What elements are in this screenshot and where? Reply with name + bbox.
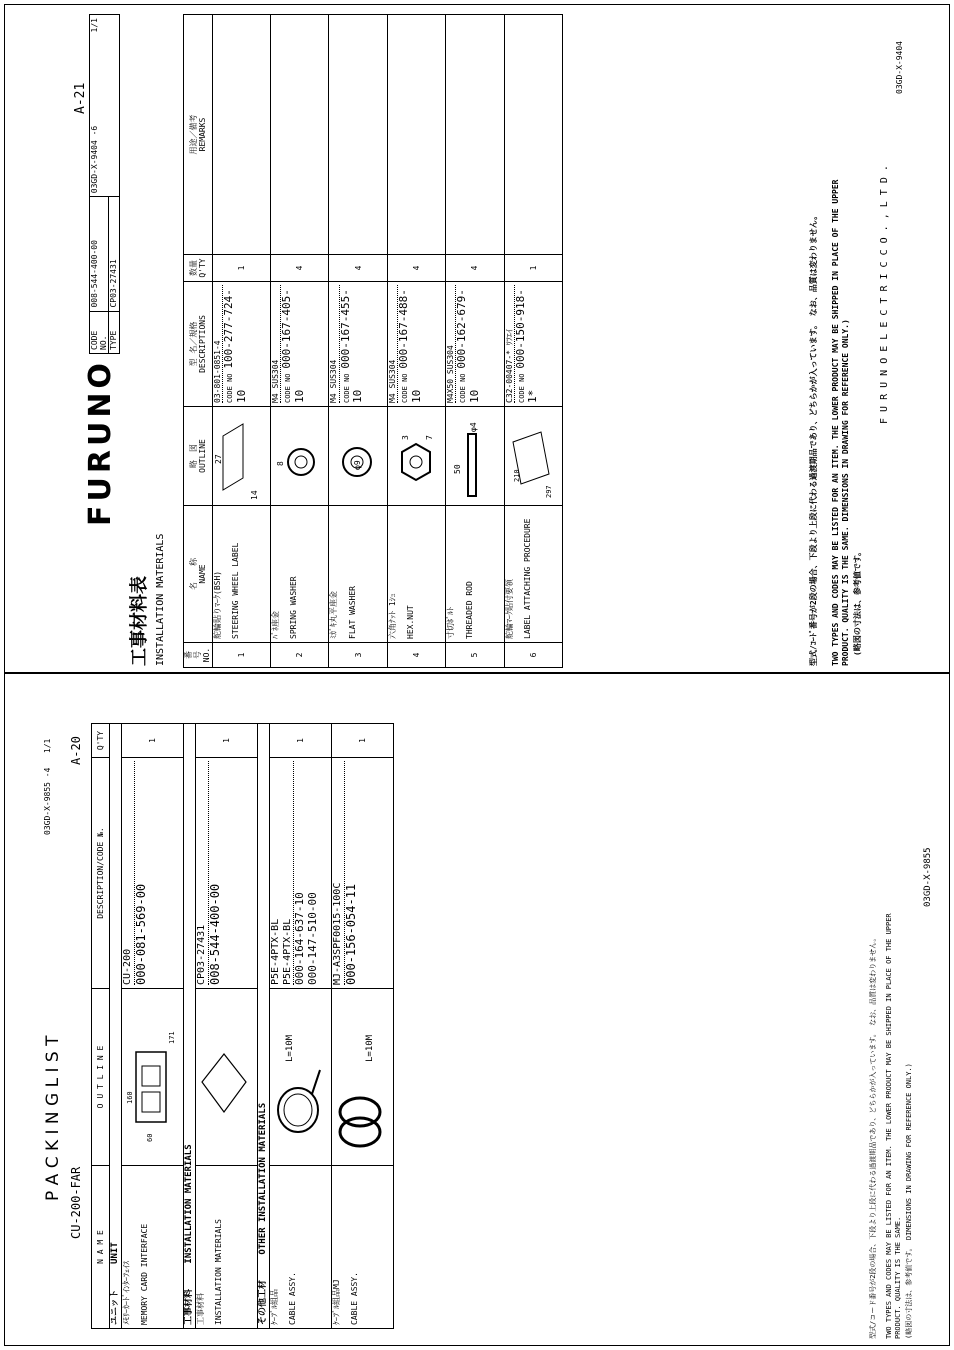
row-desc: MJ-A3SPF0015-100C — [332, 761, 345, 985]
hdr-desc-en: DESCRIPTIONS — [197, 315, 207, 373]
row-qty: 1 — [212, 255, 270, 282]
model-name: CU-200-FAR — [69, 1166, 83, 1239]
svg-text:50: 50 — [453, 464, 463, 474]
row-code: 000-081-569-00 — [133, 883, 148, 985]
table-row — [446, 15, 504, 668]
svg-text:φ4: φ4 — [469, 422, 479, 432]
outline-hex-nut-drawing — [387, 407, 445, 506]
row-name-en: INSTALLATION MATERIALS — [214, 1219, 224, 1325]
row-code: 000-164-637-10 — [293, 892, 306, 985]
row-name-en: THREADED ROD — [464, 581, 474, 639]
hdr-outline: O U T L I N E — [92, 989, 110, 1166]
row-no: 1 — [212, 643, 270, 668]
row-name-en: FLAT WASHER — [347, 586, 357, 639]
row-desc: M4 SUS304 — [271, 285, 281, 403]
row-name-jp: ｹｰﾌﾞﾙ組品MJ — [332, 1279, 341, 1325]
row-name-en: SPRING WASHER — [289, 576, 299, 639]
doc-code: 03GD-X-9404 -6 — [90, 125, 99, 194]
packing-title: P A C K I N G L I S T — [43, 1035, 63, 1201]
title-en: INSTALLATION MATERIALS — [155, 533, 166, 666]
furuno-logo: FURUNO — [83, 359, 118, 526]
svg-text:160: 160 — [126, 1091, 134, 1104]
row-code: 008-544-400-00 — [207, 883, 222, 985]
svg-text:3: 3 — [400, 435, 410, 440]
row-name-en: CABLE ASSY. — [350, 1272, 360, 1325]
code-label: CODE NO — [517, 373, 526, 403]
svg-text:171: 171 — [168, 1031, 176, 1044]
hdr-name: N A M E — [92, 1166, 110, 1329]
hdr-qty-en: Q'TY — [197, 258, 207, 278]
note-en-1: TWO TYPES AND CODES MAY BE LISTED FOR AN ITEM. THE LOWER PRODUCT MAY BE SHIPPED IN PLACE OF THE UPPER — [831, 179, 840, 666]
sheet-number: 1/1 — [90, 18, 99, 33]
row-name-jp: 舵輪ﾏｰｸ貼付要領 — [504, 579, 514, 639]
row-name-jp: ﾐｶﾞｷ丸平座金 — [329, 591, 339, 639]
row-code: 000-162-679-10 — [455, 289, 482, 403]
note-en-2: PRODUCT. QUALITY IS THE SAME. DIMENSIONS IN DRAWING FOR REFERENCE ONLY.) — [841, 319, 850, 666]
row-desc: CU-200 — [122, 761, 135, 985]
packing-note-dims: (略図の寸法は、参考値です。 DIMENSIONS IN DRAWING FOR REFERENCE ONLY.) — [905, 1063, 913, 1339]
row-qty: 1 — [196, 724, 258, 758]
hdr-remarks-en: REMARKS — [197, 117, 207, 152]
packing-code: 03GD-X-9855 -4 — [43, 767, 52, 835]
note-dims-jp: (略図の寸法は、参考値です。 — [853, 547, 862, 656]
section-other-en: OTHER INSTALLATION MATERIALS — [258, 1102, 268, 1255]
row-name-en: MEMORY CARD INTERFACE — [140, 1223, 150, 1325]
row-name-en: STEERING WHEEL LABEL — [231, 542, 241, 639]
section-inst-en: INSTALLATION MATERIALS — [184, 1144, 194, 1264]
row-name-en: CABLE ASSY. — [288, 1272, 298, 1325]
svg-text:60: 60 — [146, 1133, 154, 1142]
svg-text:7: 7 — [424, 435, 434, 440]
code-label: CODE NO — [284, 373, 293, 403]
svg-text:297: 297 — [544, 485, 553, 498]
row-code: 000-156-054-11 — [343, 883, 358, 985]
row-desc-2: P5E-4PTX-BL — [282, 761, 295, 985]
row-desc: CP03-27431 — [196, 761, 209, 985]
page-number: A-21 — [73, 82, 88, 114]
row-name-jp: 舵輪貼りﾏｰｸ(BSH) — [212, 570, 222, 639]
table-row — [270, 724, 332, 1329]
code-label: CODE NO — [225, 373, 234, 403]
hdr-qty-jp: 数量 — [188, 260, 198, 276]
packing-page-number: A-20 — [69, 736, 83, 765]
row-no: 6 — [504, 643, 562, 668]
code-no-label: CODE NO. — [90, 311, 109, 353]
svg-text:210: 210 — [512, 469, 521, 482]
outline-spring-washer-drawing — [271, 407, 329, 506]
company-name: F U R U N O E L E C T R I C C O . , L T D . — [879, 165, 890, 424]
packing-table — [91, 723, 394, 1329]
table-row — [332, 724, 394, 1329]
table-row — [196, 724, 258, 1329]
outline-cable-drawing — [270, 989, 332, 1166]
row-code: 000-167-455-10 — [338, 289, 365, 403]
outline-bag-drawing — [196, 989, 258, 1166]
title-jp: 工事材料表 — [129, 576, 150, 666]
outline-threaded-rod-drawing — [446, 407, 504, 506]
hdr-outline-en: OUTLINE — [197, 439, 207, 473]
hdr-no-jp: 番 号 — [184, 651, 203, 659]
cable-length-label: L=10M — [365, 1034, 375, 1062]
row-name-jp: 六角ﾅｯﾄ 1ｼｭ — [387, 593, 397, 639]
hdr-name-en: NAME — [197, 564, 207, 584]
outline-procedure-sheet-drawing — [504, 407, 562, 506]
packing-note-jp: 型式/コード番号が2段の場合、下段より上段に代わる過渡期品であり、どちらかが入っています。 なお、品質は変わりません。 — [869, 934, 877, 1339]
row-qty: 1 — [504, 255, 562, 282]
row-desc: C32-00407-* — [504, 350, 514, 403]
outline-mj-cable-drawing — [332, 989, 394, 1166]
svg-text:8: 8 — [276, 461, 286, 466]
row-no: 2 — [271, 643, 329, 668]
outline-label-drawing — [212, 407, 270, 506]
hdr-no-en: NO. — [202, 647, 212, 663]
row-code: 000-150-918-1* — [513, 289, 540, 403]
row-no: 5 — [446, 643, 504, 668]
table-row — [504, 15, 562, 668]
hdr-remarks-jp: 用途／備考 — [188, 114, 198, 155]
svg-text:14: 14 — [249, 490, 259, 500]
code-label: CODE NO — [401, 373, 410, 403]
cable-length-label: L=10M — [285, 1034, 295, 1062]
row-code: 100-277-724-10 — [221, 289, 248, 403]
svg-text:φ9: φ9 — [353, 460, 363, 470]
section-inst-jp: 工事材料 — [184, 1288, 194, 1325]
row-name-jp: 工事材料 — [196, 1293, 205, 1325]
row-qty: 1 — [270, 724, 332, 758]
section-unit-en: UNIT — [110, 1242, 120, 1264]
row-no: 3 — [329, 643, 387, 668]
row-name-jp: ﾒﾓﾘｰｶｰﾄﾞｲﾝﾀｰﾌｪｲｽ — [122, 1261, 131, 1325]
outline-interface-drawing — [122, 989, 184, 1166]
table-row — [329, 15, 387, 668]
packing-sheet: 1/1 — [43, 738, 52, 754]
row-code: 000-167-405-10 — [280, 289, 306, 403]
table-row — [212, 15, 270, 668]
section-other-jp: その他工材 — [258, 1279, 268, 1325]
row-qty: 1 — [122, 724, 184, 758]
row-qty: 4 — [271, 255, 329, 282]
row-qty: 1 — [332, 724, 394, 758]
row-desc: 03-801-0851-4 — [213, 285, 223, 403]
code-no-value: 008-544-400-00 — [90, 197, 109, 311]
table-row — [122, 724, 184, 1329]
row-name-jp: ﾊﾞﾈ座金 — [271, 611, 281, 639]
row-desc: M4X50 SUS304 — [446, 285, 456, 403]
row-qty: 4 — [446, 255, 504, 282]
outline-flat-washer-drawing — [329, 407, 387, 506]
hdr-desc-jp: 型 名／規格 — [188, 321, 198, 367]
note-jp: 型式/ｺｰﾄﾞ番号が2段の場合、下段より上段に代わる過渡期品であり、どちらかが入っています。 なお、品質は変わりません。 — [809, 211, 818, 666]
row-desc-suffix: ﾜﾌｴｲ — [504, 329, 514, 346]
installation-materials-page — [4, 4, 950, 673]
type-label: TYPE — [109, 311, 119, 353]
row-code-2: 000-147-510-00 — [305, 892, 319, 985]
materials-table — [183, 14, 563, 668]
section-unit-jp: ユニット — [110, 1289, 120, 1325]
hdr-qty: Q'TY — [92, 724, 110, 758]
table-row — [387, 15, 445, 668]
row-desc: M4 SUS304 — [388, 285, 398, 403]
row-code: 000-167-488-10 — [397, 289, 423, 403]
hdr-outline-jp: 略 図 — [188, 444, 198, 468]
row-name-en: HEX.NUT — [406, 605, 416, 639]
row-name-en: LABEL ATTACHING PROCEDURE — [522, 518, 532, 639]
row-desc: P5E-4PTX-BL — [270, 918, 281, 985]
row-name-jp: 寸切ﾎﾞﾙﾄ — [446, 607, 456, 639]
code-label: CODE NO — [342, 373, 351, 403]
dim-text: 27 — [213, 454, 223, 464]
hdr-desc: DESCRIPTION/CODE №. — [92, 758, 110, 989]
type-value: CP03-27431 — [109, 197, 119, 311]
row-desc: M4 SUS304 — [329, 285, 339, 403]
footer-code: 03GD-X-9404 — [895, 41, 904, 94]
packing-footer-code: 03GD-X-9855 — [923, 847, 933, 907]
code-header-table — [89, 14, 120, 354]
row-qty: 4 — [387, 255, 445, 282]
hdr-name-jp: 名 称 — [188, 558, 198, 590]
row-qty: 4 — [329, 255, 387, 282]
packing-list-page — [4, 673, 950, 1346]
row-no: 4 — [387, 643, 445, 668]
code-label: CODE NO — [459, 373, 468, 403]
packing-note-en-1: TWO TYPES AND CODES MAY BE LISTED FOR AN ITEM. THE LOWER PRODUCT MAY BE SHIPPED IN PLACE OF THE UPPER — [885, 913, 893, 1339]
table-row — [271, 15, 329, 668]
packing-note-en-2: PRODUCT. QUALITY IS THE SAME. — [894, 1216, 902, 1339]
row-name-jp: ｹｰﾌﾞﾙ組品 — [270, 1289, 279, 1325]
